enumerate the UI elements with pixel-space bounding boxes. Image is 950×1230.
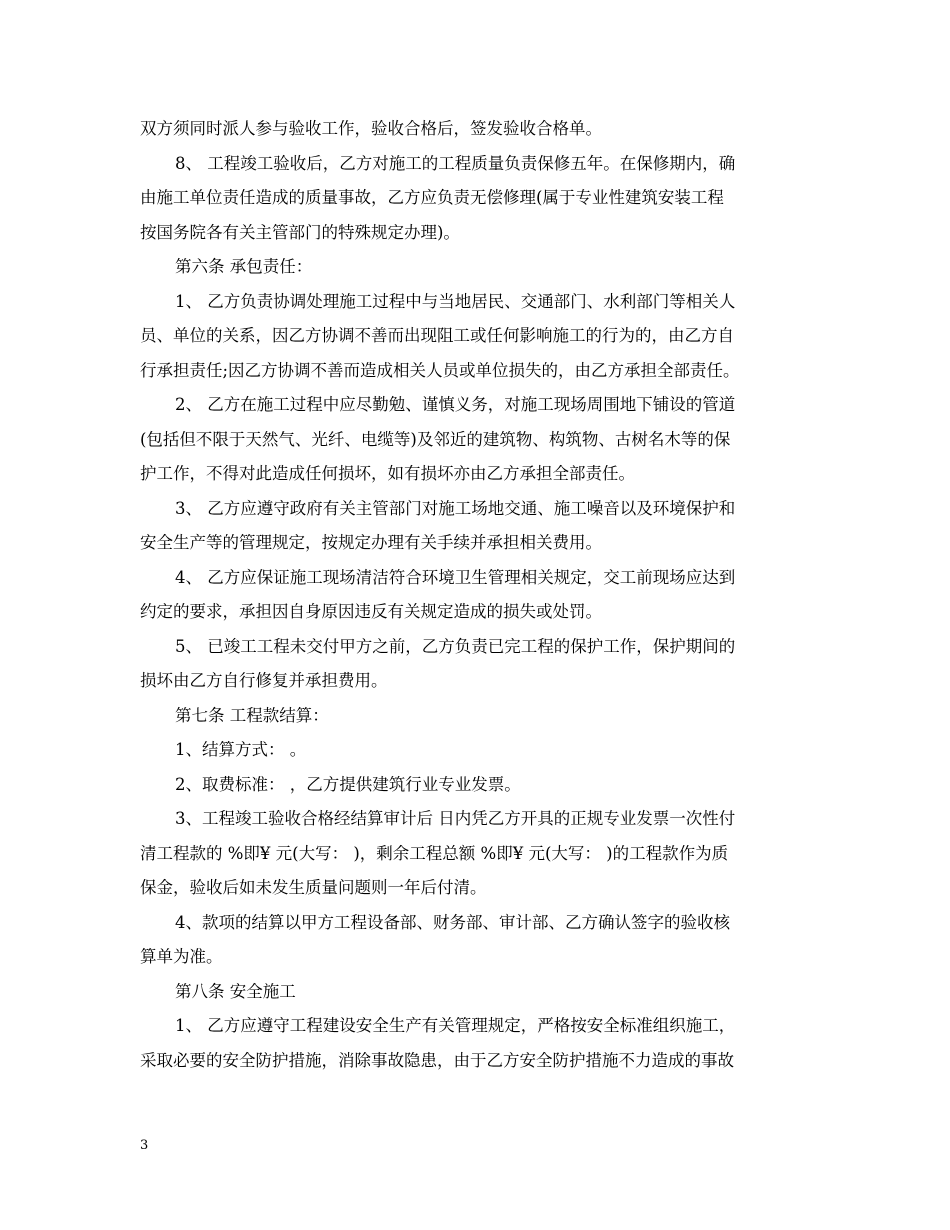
text-line: 员、单位的关系，因乙方协调不善而出现阻工或任何影响施工的行为的，由乙方自 <box>140 326 734 345</box>
text-line: 采取必要的安全防护措施，消除事故隐患，由于乙方安全防护措施不力造成的事故 <box>140 1050 734 1070</box>
text-line: 清工程款的 %即¥ 元(大写： )，剩余工程总额 %即¥ 元(大写： )的工程款作为质 <box>140 843 729 863</box>
text-line: 4、款项的结算以甲方工程设备部、财务部、审计部、乙方确认签字的验收核 <box>175 912 730 932</box>
text-line: 1、 乙方负责协调处理施工过程中与当地居民、交通部门、水利部门等相关人 <box>175 291 736 311</box>
text-line: 5、 已竣工工程未交付甲方之前，乙方负责已完工程的保护工作，保护期间的 <box>175 636 736 656</box>
text-line: 2、 乙方在施工过程中应尽勤勉、谨慎义务，对施工现场周围地下铺设的管道 <box>175 395 736 414</box>
text-line: 1、 乙方应遵守工程建设安全生产有关管理规定，严格按安全标准组织施工， <box>175 1016 736 1035</box>
text-line: 由施工单位责任造成的质量事故，乙方应负责无偿修理(属于专业性建筑安装工程 <box>140 188 724 207</box>
text-line: (包括但不限于天然气、光纤、电缆等)及邻近的建筑物、构筑物、古树名木等的保 <box>140 429 731 449</box>
text-line: 8、 工程竣工验收后，乙方对施工的工程质量负责保修五年。在保修期内，确 <box>175 153 736 173</box>
text-line: 4、 乙方应保证施工现场清洁符合环境卫生管理相关规定，交工前现场应达到 <box>175 567 736 587</box>
page-number: 3 <box>140 1138 149 1153</box>
document-body <box>140 112 812 1078</box>
text-line: 保金，验收后如未发生质量问题则一年后付清。 <box>140 878 487 897</box>
text-line: 1、结算方式： 。 <box>175 740 307 759</box>
text-line: 约定的要求，承担因自身原因违反有关规定造成的损失或处罚。 <box>140 602 602 621</box>
text-line: 第七条 工程款结算： <box>175 705 329 725</box>
text-line: 安全生产等的管理规定，按规定办理有关手续并承担相关费用。 <box>140 533 602 552</box>
text-line: 按国务院各有关主管部门的特殊规定办理)。 <box>140 222 460 242</box>
text-line: 护工作，不得对此造成任何损坏，如有损坏亦由乙方承担全部责任。 <box>140 464 635 483</box>
text-line: 算单为准。 <box>140 947 223 966</box>
text-line: 第八条 安全施工 <box>175 981 296 1001</box>
text-line: 行承担责任;因乙方协调不善而造成相关人员或单位损失的，由乙方承担全部责任。 <box>140 360 740 380</box>
text-line: 3、工程竣工验收合格经结算审计后 日内凭乙方开具的正规专业发票一次性付 <box>175 809 736 828</box>
text-line: 2、取费标准： ，乙方提供建筑行业专业发票。 <box>175 774 521 794</box>
text-line: 损坏由乙方自行修复并承担费用。 <box>140 671 388 690</box>
text-line: 3、 乙方应遵守政府有关主管部门对施工场地交通、施工噪音以及环境保护和 <box>175 498 736 518</box>
text-line: 第六条 承包责任： <box>175 257 313 276</box>
text-line: 双方须同时派人参与验收工作，验收合格后，签发验收合格单。 <box>140 119 602 138</box>
